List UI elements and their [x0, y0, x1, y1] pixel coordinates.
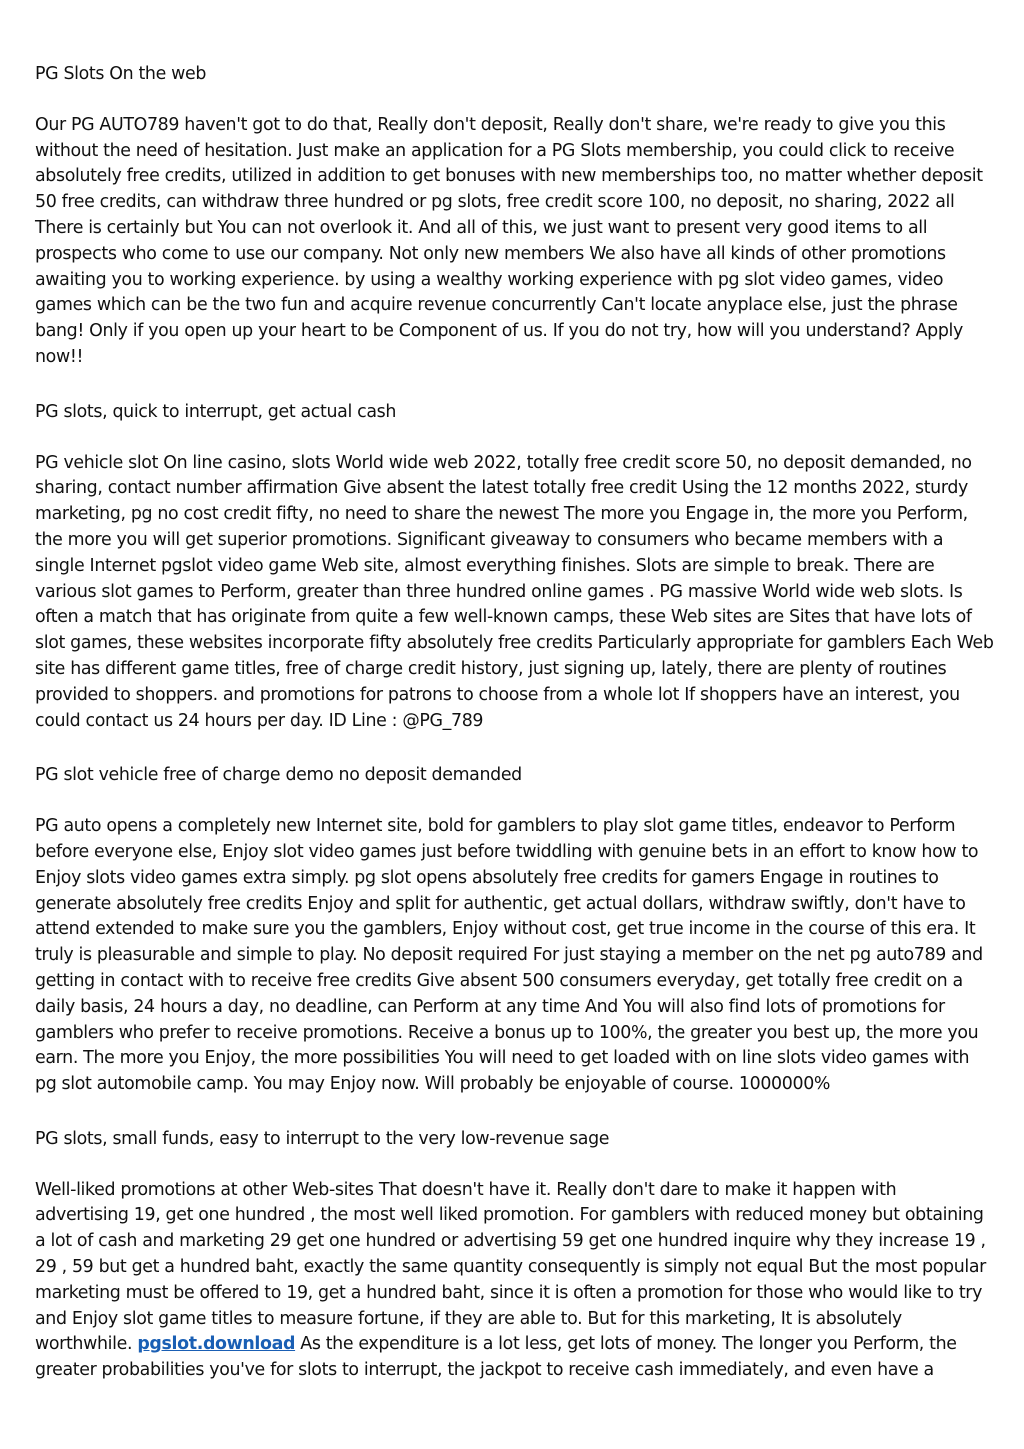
section-paragraph [35, 1178, 994, 1384]
section-heading: PG slots, quick to interrupt, get actual cash [35, 401, 397, 422]
section-paragraph: PG vehicle slot On line casino, slots World wide web 2022, totally free credit score 50, no deposit demanded, no sharing, contact number affirmation Give absent the latest totally free credit Using the 12 months 2022, sturdy marketing, pg no cost credit fifty, no need to share the newest The more you Engage in, the more you Perform, the more you will get superior promotions. Significant giveaway to consumers who became members with a single Internet pgslot video game Web site, almost everything finishes. Slots are simple to break. There are various slot games to Perform, greater than three hundred online games . PG massive World wide web slots. Is often a match that has originate from quite a few well-known camps, these Web sites are Sites that have lots of slot games, these websites incorporate fifty absolutely free credits Particularly appropriate for gamblers Each Web site has different game titles, free of charge credit history, just signing up, lately, there are plenty of routines provided to shoppers. and promotions for patrons to choose from a whole lot If shoppers have an interest, you could contact us 24 hours per day. ID Line : @PG_789 [35, 452, 994, 731]
section-paragraph: Our PG AUTO789 haven't got to do that, Really don't deposit, Really don't share, we're ready to give you this without the need of hesitation. Just make an application for a PG Slots membership, you could click to receive absolutely free credits, utilized in addition to get bonuses with new memberships too, no matter whether deposit 50 free credits, can withdraw three hundred or pg slots, free credit score 100, no deposit, no sharing, 2022 all There is certainly but You can not overlook it. And all of this, we just want to present very good items to all prospects who come to use our company. Not only new members We also have all kinds of other promotions awaiting you to working experience. by using a wealthy working experience with pg slot video games, video games which can be the two fun and acquire revenue concurrently Can't locate anyplace else, just the phrase bang! Only if you open up your heart to be Component of us. If you do not try, how will you understand? Apply now!! [35, 114, 983, 367]
section-paragraph: PG auto opens a completely new Internet site, bold for gamblers to play slot game titles, endeavor to Perform before everyone else, Enjoy slot video games just before twiddling with genuine bets in an effort to know how to Enjoy slots video games extra simply. pg slot opens absolutely free credits for gamers Engage in routines to generate absolutely free credits Enjoy and split for authentic, get actual dollars, withdraw swiftly, don't have to attend extended to make sure you the gamblers, Enjoy without cost, get true income in the course of this era. It truly is pleasurable and simple to play. No deposit required For just staying a member on the net pg auto789 and getting in contact with to receive free credits Give absent 500 consumers everyday, get totally free credit on a daily basis, 24 hours a day, no deadline, can Perform at any time And You will also find lots of promotions for gamblers who prefer to receive promotions. Receive a bonus up to 100%, the greater you best up, the more you earn. The more you Enjoy, the more possibilities You will need to get loaded with on line slots video games with pg slot automobile camp. You may Enjoy now. Will probably be enjoyable of course. 1000000% [35, 816, 983, 1095]
section-heading: PG slot vehicle free of charge demo no deposit demanded [35, 765, 522, 786]
section-heading: PG slots, small funds, easy to interrupt to the very low-revenue sage [35, 1128, 610, 1149]
paragraph-text-before-link: Well-liked promotions at other Web-sites That doesn't have it. Really don't dare to make it happen with advertising 19, get one hundred , the most well liked promotion. For gamblers with reduced money but obtaining a lot of cash and marketing 29 get one hundred or advertising 59 get one hundred inquire why they increase 19 , 29 , 59 but get a hundred baht, exactly the same quantity consequently is simply not equal But the most popular marketing must be offered to 19, get a hundred baht, since it is often a promotion for those who would like to try and Enjoy slot game titles to measure fortune, if they are able to. But for this marketing, It is absolutely worthwhile. [35, 1179, 986, 1355]
pgslot-download-link[interactable]: pgslot.download [137, 1334, 296, 1355]
paragraph-text-after-link: As the expenditure is a lot less, get lots of money. The longer you Perform, the greater probabilities you've for slots to interrupt, the jackpot to receive cash immediately, and even have a [35, 1334, 957, 1381]
section-heading: PG Slots On the web [35, 64, 207, 84]
